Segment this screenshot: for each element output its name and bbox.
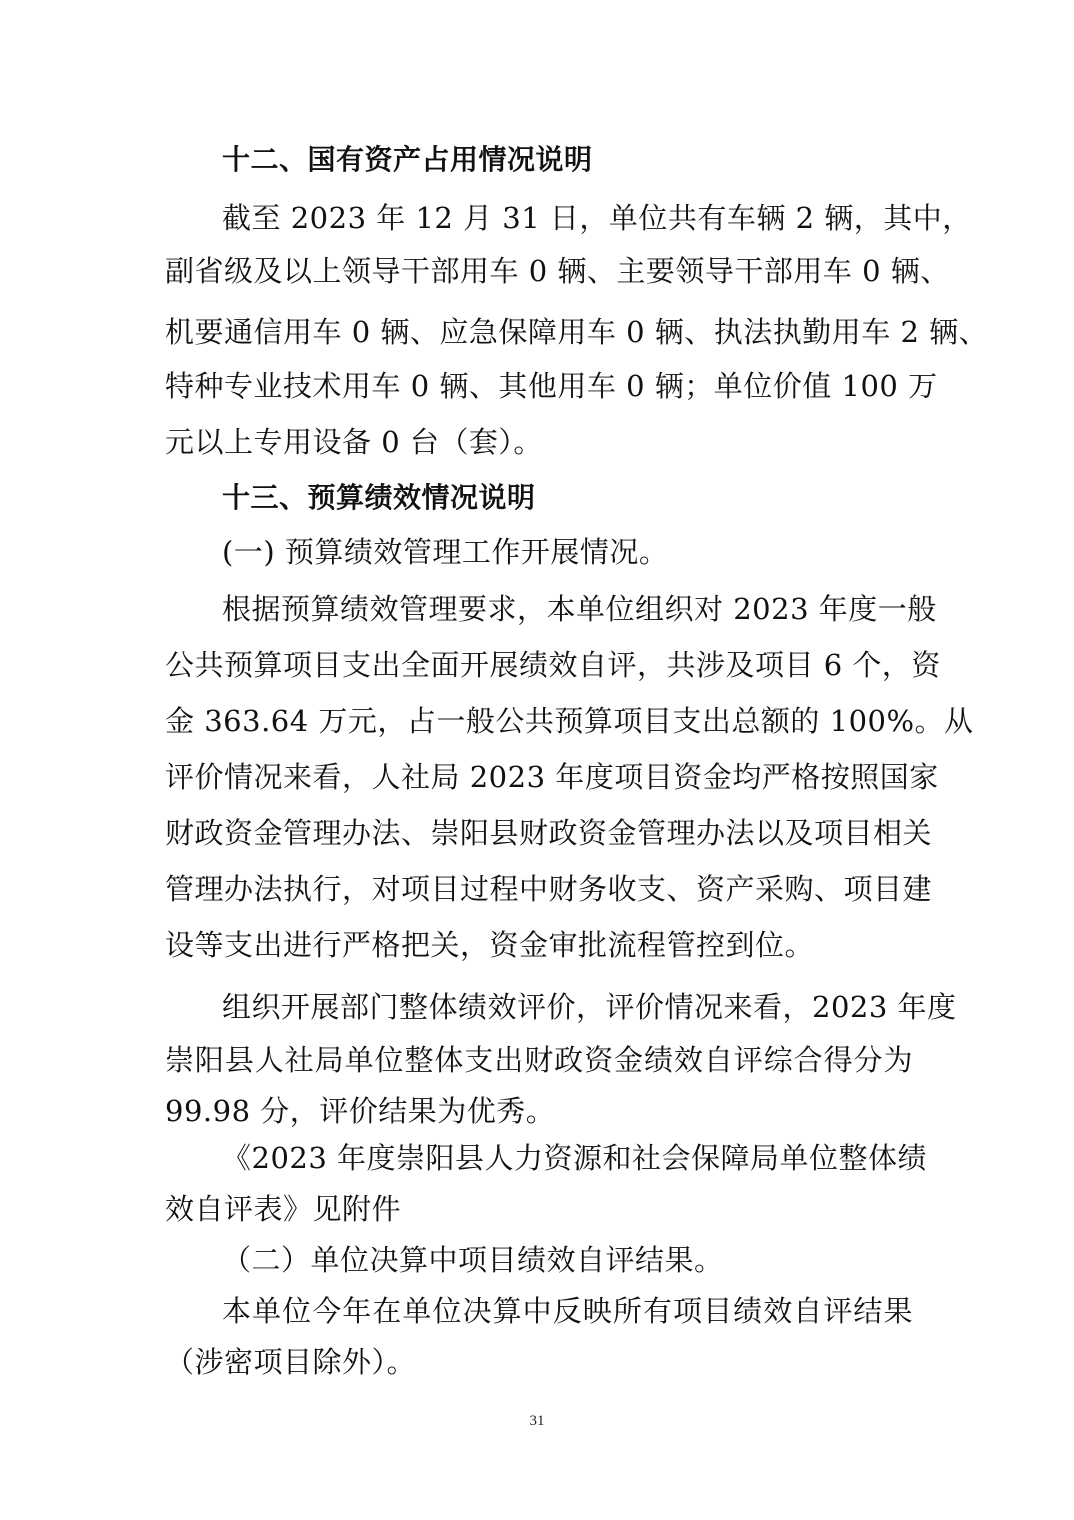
paragraph-1-line-4: 评价情况来看，人社局 2023 年度项目资金均严格按照国家 [165,760,939,794]
paragraph-4-line-2: （涉密项目除外）。 [165,1345,417,1379]
paragraph-1-line-7: 设等支出进行严格把关，资金审批流程管控到位。 [165,928,815,962]
section-12-line-5: 元以上专用设备 0 台（套）。 [165,425,543,459]
subsection-1-heading: (一) 预算绩效管理工作开展情况。 [222,535,669,569]
section-12-line-4: 特种专业技术用车 0 辆、其他用车 0 辆；单位价值 100 万 [165,369,938,403]
section-12-line-1: 截至 2023 年 12 月 31 日，单位共有车辆 2 辆，其中， [222,201,972,235]
paragraph-1-line-3: 金 363.64 万元，占一般公共预算项目支出总额的 100%。从 [165,704,974,738]
paragraph-2-line-2: 崇阳县人社局单位整体支出财政资金绩效自评综合得分为 [165,1043,913,1077]
paragraph-3-line-1: 《2023 年度崇阳县人力资源和社会保障局单位整体绩 [222,1141,928,1175]
paragraph-2-line-3: 99.98 分，评价结果为优秀。 [165,1094,556,1128]
paragraph-2-line-1: 组织开展部门整体绩效评价，评价情况来看，2023 年度 [222,990,957,1024]
page-number: 31 [529,1413,545,1429]
paragraph-1-line-6: 管理办法执行，对项目过程中财务收支、资产采购、项目建 [165,872,933,906]
subsection-2-heading: （二）单位决算中项目绩效自评结果。 [222,1243,724,1277]
section-13-heading: 十三、预算绩效情况说明 [222,481,536,514]
paragraph-4-line-1: 本单位今年在单位决算中反映所有项目绩效自评结果 [222,1294,913,1328]
section-12-line-3: 机要通信用车 0 辆、应急保障用车 0 辆、执法执勤用车 2 辆、 [165,315,989,349]
paragraph-1-line-2: 公共预算项目支出全面开展绩效自评，共涉及项目 6 个，资 [165,648,941,682]
section-12-line-2: 副省级及以上领导干部用车 0 辆、主要领导干部用车 0 辆、 [165,254,950,288]
paragraph-1-line-5: 财政资金管理办法、崇阳县财政资金管理办法以及项目相关 [165,816,933,850]
paragraph-1-line-1: 根据预算绩效管理要求，本单位组织对 2023 年度一般 [222,592,937,626]
section-12-heading: 十二、国有资产占用情况说明 [222,143,593,176]
paragraph-3-line-2: 效自评表》见附件 [165,1192,402,1226]
